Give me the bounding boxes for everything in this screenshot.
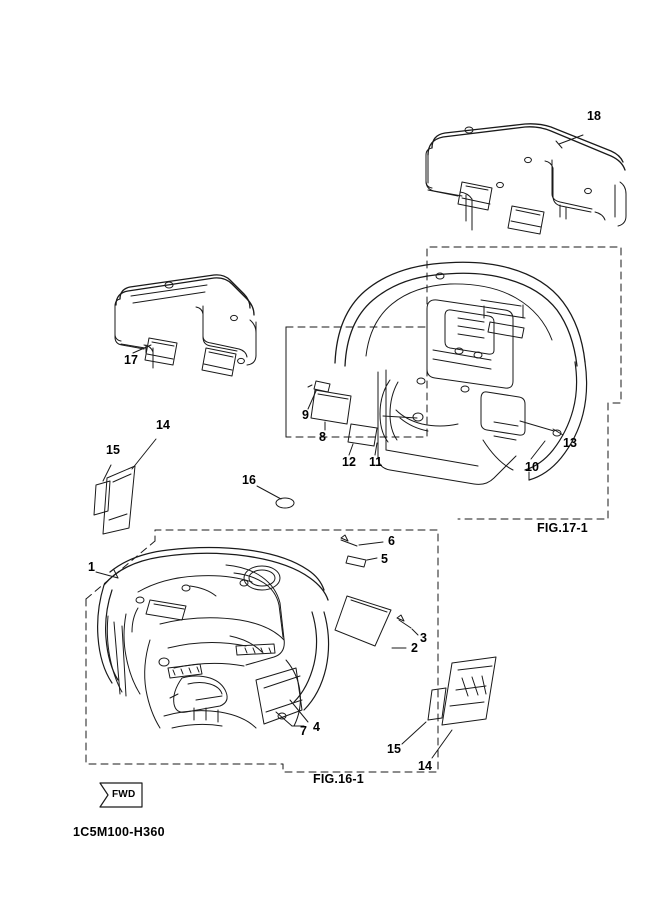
leader-6 bbox=[359, 542, 383, 545]
part-15-shim-left bbox=[94, 481, 110, 515]
callout-15-left: 15 bbox=[106, 443, 120, 457]
part-8-panel bbox=[311, 390, 351, 424]
leader-7 bbox=[290, 700, 308, 722]
callout-1: 1 bbox=[88, 560, 95, 574]
callout-7: 7 bbox=[300, 724, 307, 738]
part-16-grommet bbox=[276, 498, 294, 508]
callout-3: 3 bbox=[420, 631, 427, 645]
callout-14-left: 14 bbox=[156, 418, 170, 432]
part-12-panel bbox=[348, 424, 377, 446]
leader-3 bbox=[412, 629, 418, 635]
callout-9: 9 bbox=[302, 408, 309, 422]
callout-11: 11 bbox=[369, 455, 383, 469]
callout-17: 17 bbox=[124, 353, 138, 367]
callout-4: 4 bbox=[313, 720, 320, 734]
part-14-emblem-left bbox=[103, 466, 135, 534]
callout-14-right: 14 bbox=[418, 759, 432, 773]
callout-16: 16 bbox=[242, 473, 256, 487]
part-18-rear-carrier bbox=[426, 124, 626, 234]
callout-8: 8 bbox=[319, 430, 326, 444]
part-2-panel bbox=[335, 596, 391, 646]
leader-15-right bbox=[402, 722, 426, 744]
figure-label-16-1: FIG.16-1 bbox=[313, 772, 364, 786]
callout-5: 5 bbox=[381, 552, 388, 566]
part-6-screw bbox=[341, 535, 357, 546]
leader-11 bbox=[375, 443, 377, 455]
leader-12 bbox=[349, 444, 353, 455]
fig-17-1-dashed-boundary bbox=[286, 247, 621, 519]
part-1-front-fender bbox=[98, 548, 329, 729]
callout-6: 6 bbox=[388, 534, 395, 548]
leader-16 bbox=[257, 486, 281, 499]
callout-2: 2 bbox=[411, 641, 418, 655]
leader-5 bbox=[367, 558, 377, 560]
part-number-code: 1C5M100-H360 bbox=[73, 825, 165, 839]
callout-13: 13 bbox=[563, 436, 577, 450]
leader-10 bbox=[531, 441, 545, 459]
part-5-clip bbox=[346, 556, 366, 567]
figure-label-17-1: FIG.17-1 bbox=[537, 521, 588, 535]
leader-14-left bbox=[132, 439, 156, 469]
callout-15-right: 15 bbox=[387, 742, 401, 756]
callout-12: 12 bbox=[342, 455, 356, 469]
part-14-emblem-right bbox=[442, 657, 496, 725]
callout-18: 18 bbox=[587, 109, 601, 123]
rear-fender-assembly bbox=[335, 262, 587, 484]
callout-10: 10 bbox=[525, 460, 539, 474]
fwd-label: FWD bbox=[112, 789, 136, 800]
leader-14-right bbox=[432, 730, 452, 758]
part-3-screw bbox=[397, 615, 411, 628]
